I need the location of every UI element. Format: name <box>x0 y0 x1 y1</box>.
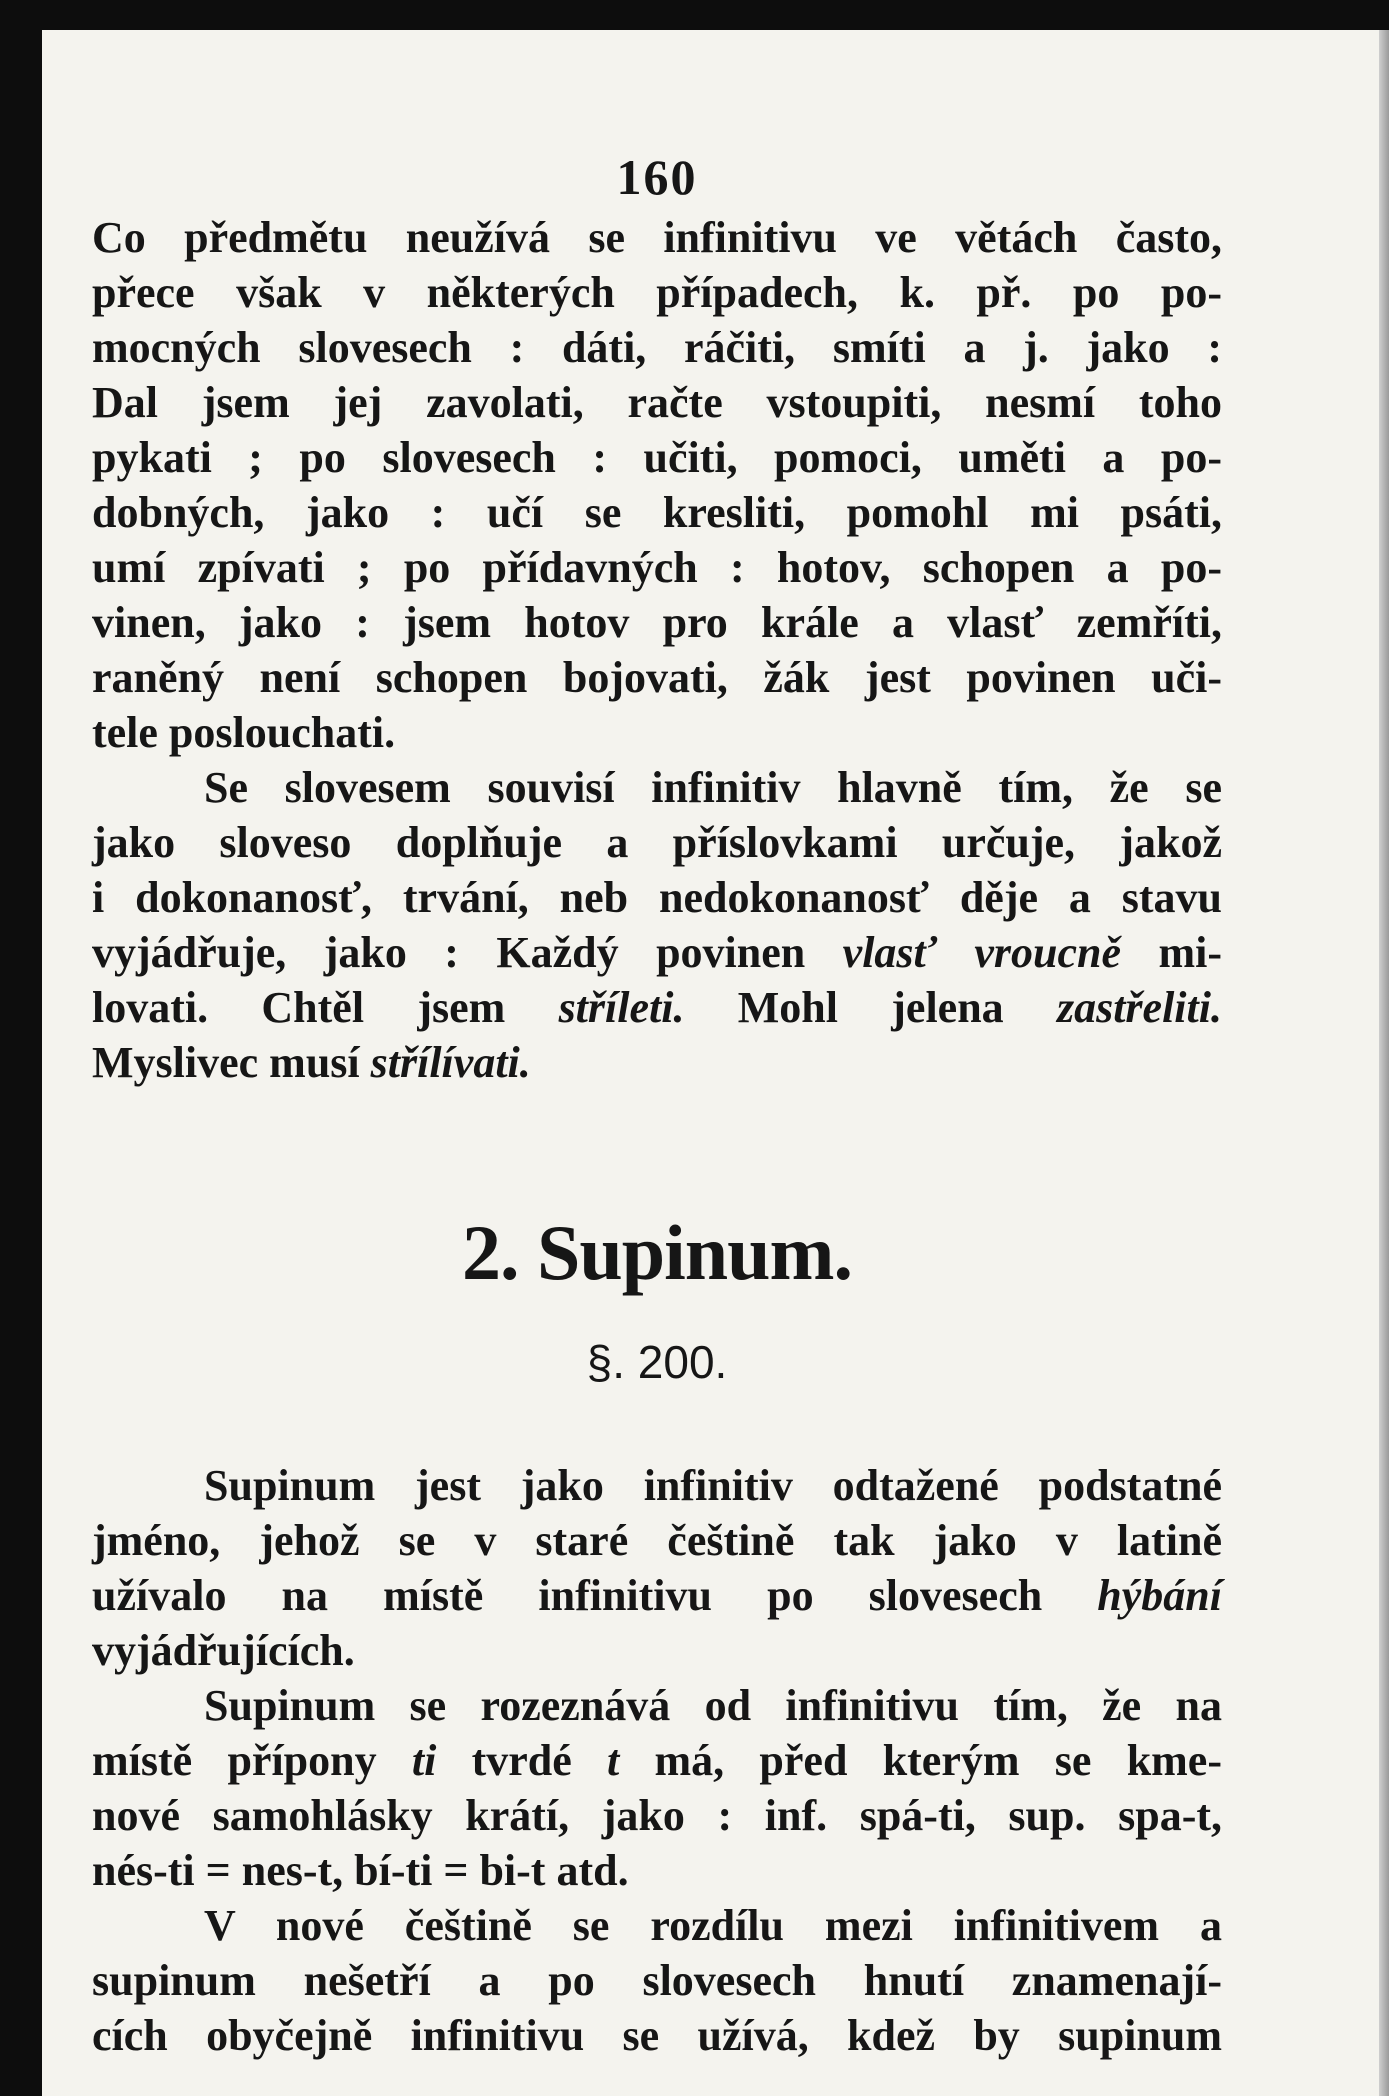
text-line: supinum nešetří a po slovesech hnutí znamenají- <box>92 1956 1222 2005</box>
text-line: tele poslouchati. <box>92 708 396 757</box>
text-run: užívalo na místě infinitivu po slovesech <box>92 1571 1098 1620</box>
emphasized-text: hýbání <box>1097 1571 1222 1620</box>
emphasized-text: t <box>607 1736 620 1785</box>
emphasized-text: střílívati. <box>370 1038 531 1087</box>
text-run: mi- <box>1121 928 1223 977</box>
text-line: vyjádřujících. <box>92 1626 355 1675</box>
text-line: nové samohlásky krátí, jako : inf. spá-ti, sup. spa-t, <box>92 1791 1222 1840</box>
text-line: Supinum se rozeznává od infinitivu tím, že na <box>204 1681 1222 1730</box>
text-line: pykati ; po slovesech : učiti, pomoci, uměti a po- <box>92 433 1222 482</box>
emphasized-text: ti <box>411 1736 437 1785</box>
text-line <box>92 925 1222 981</box>
emphasized-text: stříleti. <box>558 983 685 1032</box>
text-line: jako sloveso doplňuje a příslovkami určuje, jakož <box>92 818 1222 867</box>
text-line: jméno, jehož se v staré češtině tak jako v latině <box>92 1516 1222 1565</box>
text-line: i dokonanosť, trvání, neb nedokonanosť děje a stavu <box>92 873 1222 922</box>
emphasized-text: zastřeliti. <box>1056 983 1222 1032</box>
text-run: místě přípony <box>92 1736 412 1785</box>
emphasized-text: vlasť vroucně <box>842 928 1122 977</box>
text-line: V nové češtině se rozdílu mezi infinitivem a <box>204 1901 1222 1950</box>
text-line: Supinum jest jako infinitiv odtažené podstatné <box>204 1461 1222 1510</box>
text-run: lovati. Chtěl jsem <box>92 983 559 1032</box>
text-line: raněný není schopen bojovati, žák jest povinen uči- <box>92 653 1222 702</box>
text-run: vyjádřuje, jako : Každý povinen <box>92 928 843 977</box>
text-run: Myslivec musí <box>92 1038 371 1087</box>
page-number: 160 <box>616 149 698 205</box>
text-line <box>92 1035 1222 1091</box>
text-line <box>92 980 1222 1036</box>
text-line: nés-ti = nes-t, bí-ti = bi-t atd. <box>92 1846 629 1895</box>
text-line <box>92 1733 1222 1789</box>
book-page <box>42 30 1389 2096</box>
section-heading: 2. Supinum. <box>461 1209 853 1296</box>
text-run: má, před kterým se kme- <box>619 1736 1222 1785</box>
text-line: mocných slovesech : dáti, ráčiti, smíti a j. jako : <box>92 323 1222 372</box>
text-line <box>92 1568 1222 1624</box>
text-run: Mohl jelena <box>684 983 1057 1032</box>
page-edge-shadow <box>1379 30 1389 2096</box>
text-line: Se slovesem souvisí infinitiv hlavně tím, že se <box>204 763 1222 812</box>
text-line: Dal jsem jej zavolati, račte vstoupiti, nesmí toho <box>92 378 1222 427</box>
text-line: dobných, jako : učí se kresliti, pomohl mi psáti, <box>92 488 1222 537</box>
text-line: přece však v některých případech, k. př. po po- <box>92 268 1222 317</box>
text-run: tvrdé <box>436 1736 608 1785</box>
text-line: umí zpívati ; po přídavných : hotov, schopen a po- <box>92 543 1222 592</box>
text-line: Co předmětu neužívá se infinitivu ve větách často, <box>92 213 1222 262</box>
text-line: vinen, jako : jsem hotov pro krále a vlasť zemříti, <box>92 598 1222 647</box>
section-number: §. 200. <box>586 1336 728 1388</box>
text-line: cích obyčejně infinitivu se užívá, kdež by supinum <box>92 2011 1222 2060</box>
